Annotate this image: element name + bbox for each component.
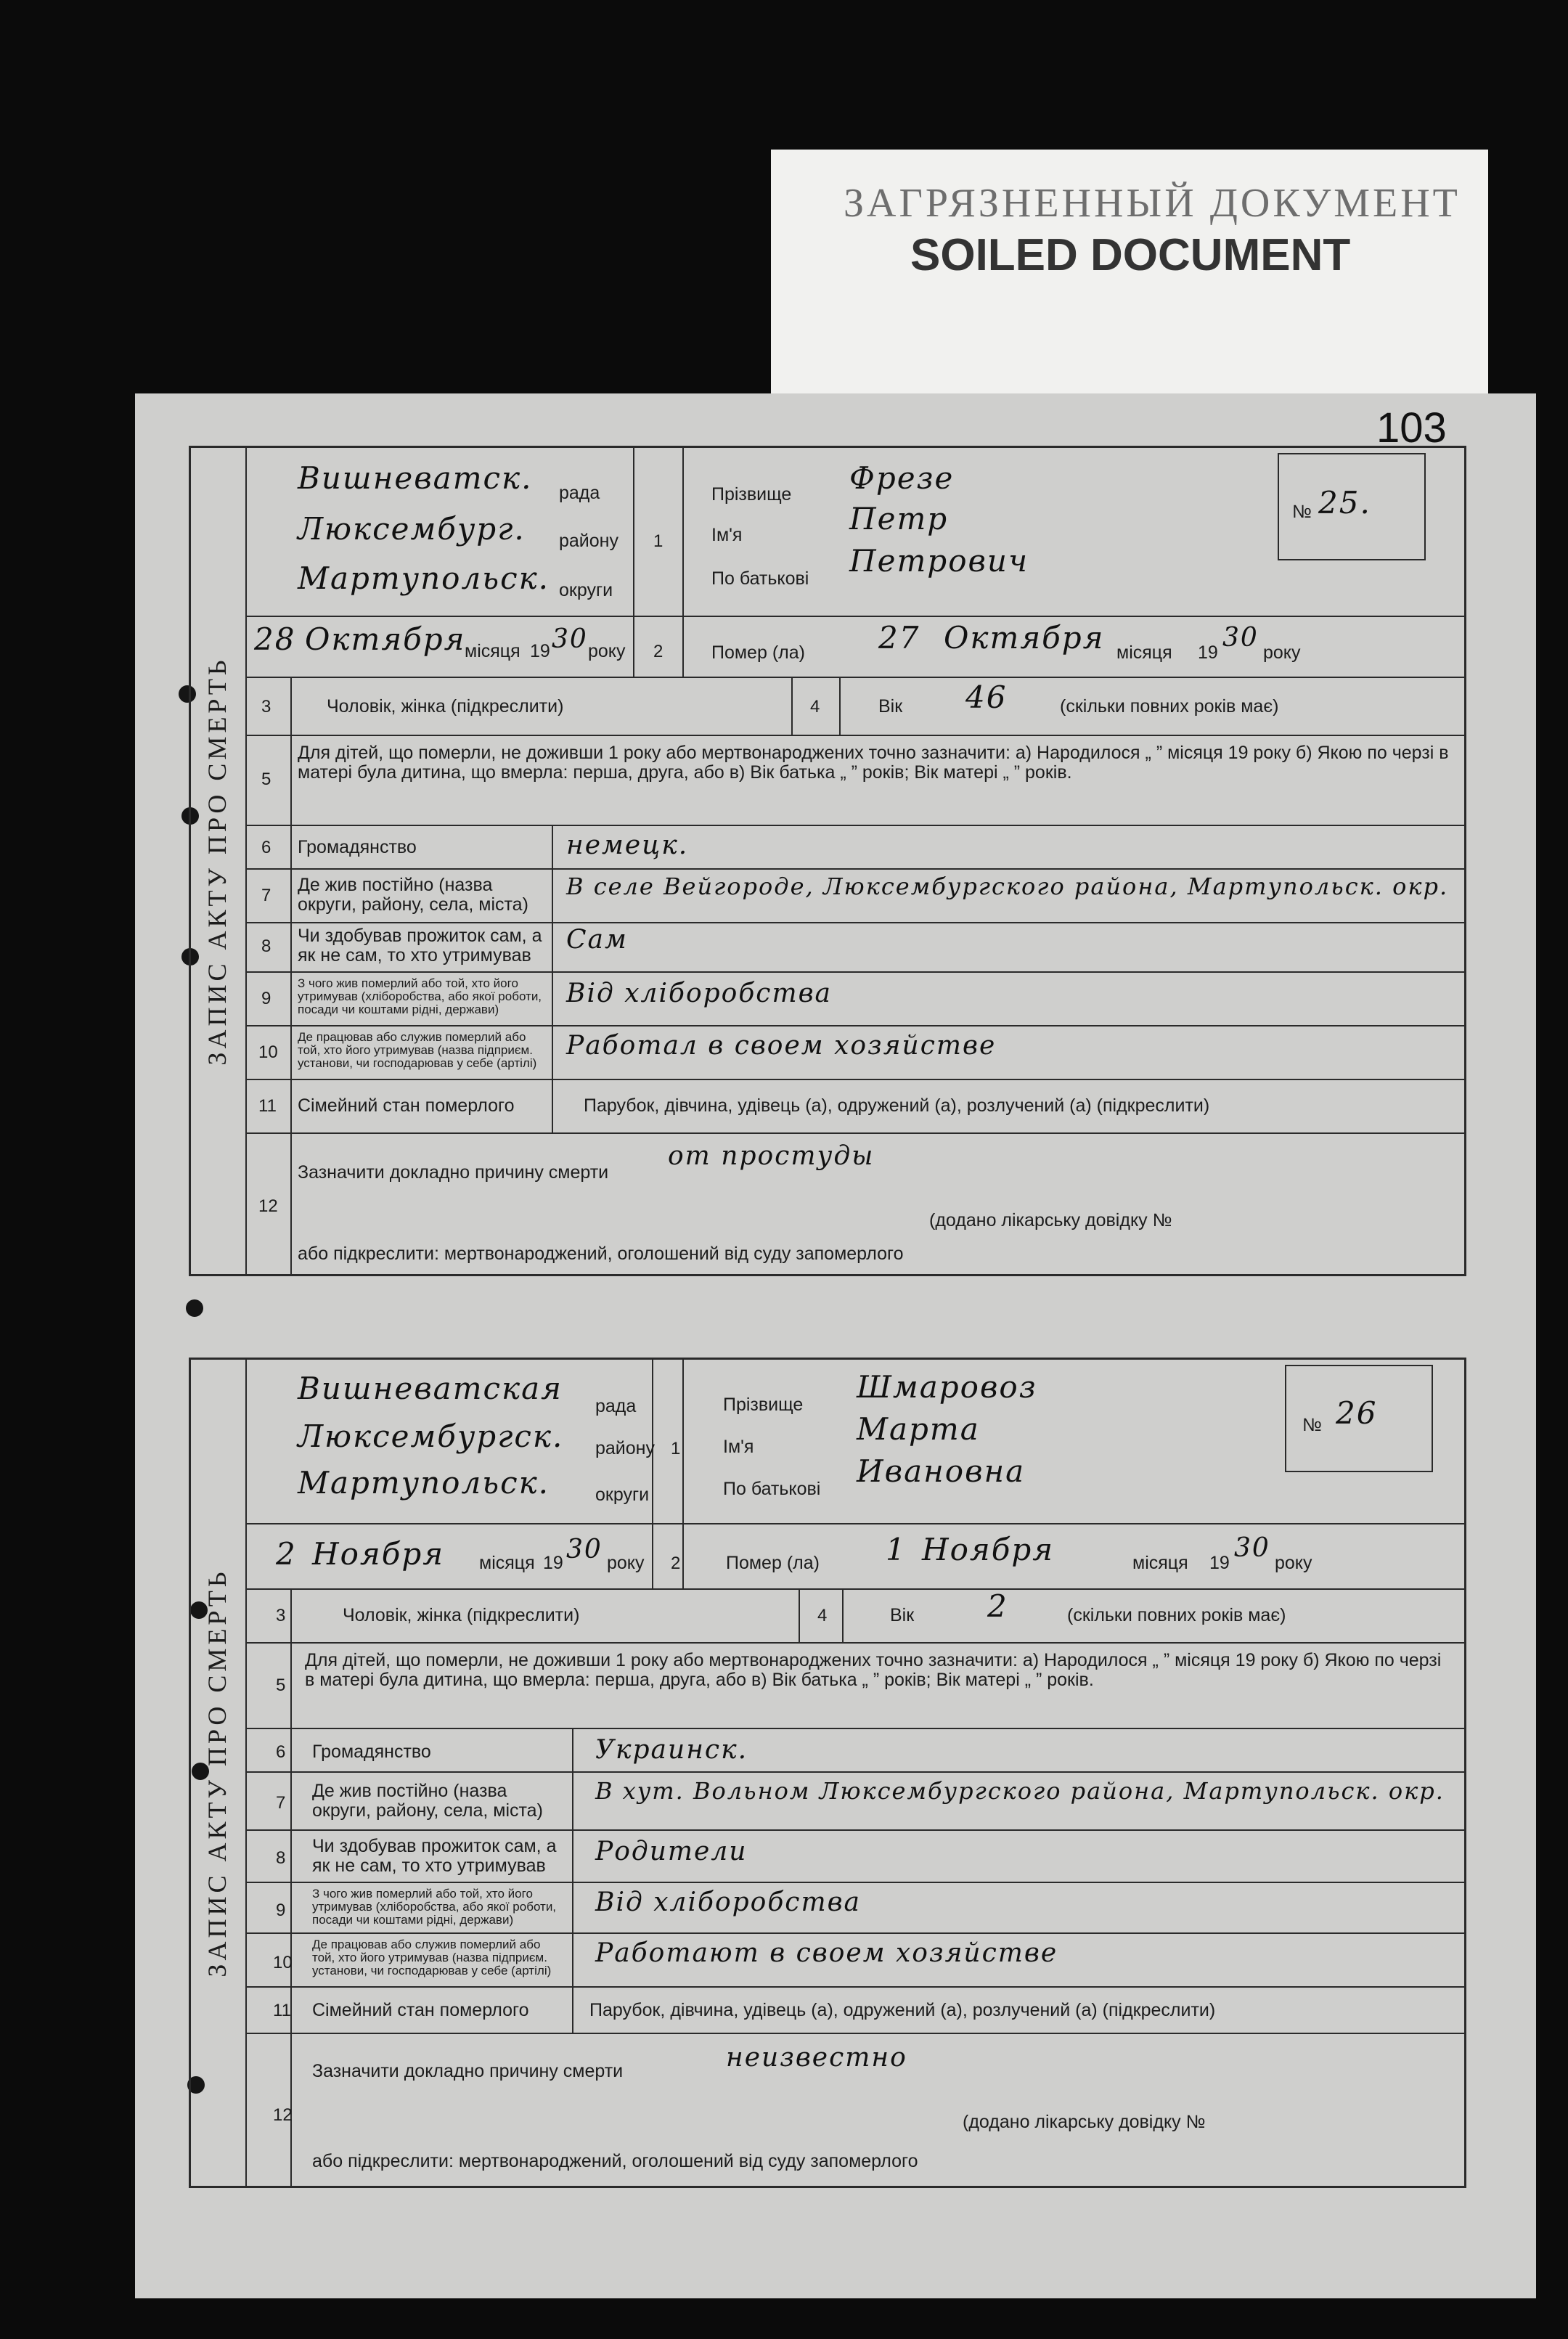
reg-day: 2 <box>276 1536 297 1572</box>
death-day: 1 <box>886 1532 907 1567</box>
family-status-options: Парубок, дівчина, удівець (а), одружений (а), розлучений (а) (підкреслити) <box>589 2000 1216 2020</box>
patronymic-label: По батькові <box>711 568 809 589</box>
rada-label: рада <box>559 483 600 503</box>
name-value: Марта <box>857 1411 980 1447</box>
age-label: Вік <box>878 696 903 717</box>
rada-value: Вишневатская <box>298 1371 563 1406</box>
rada-value: Вишневатск. <box>298 460 533 496</box>
soiled-document-stamp <box>771 150 1488 398</box>
name-label: Ім'я <box>723 1437 754 1457</box>
surname-value: Фрезе <box>849 460 955 496</box>
death-month: Ноября <box>922 1532 1055 1567</box>
employment-value: Работают в своем хозяйстве <box>595 1938 1058 1968</box>
residence-label: Де жив постійно (назва округи, району, села, міста) <box>312 1781 543 1821</box>
folio-number: 103 <box>1376 404 1447 452</box>
citizenship-label: Громадянство <box>298 837 417 857</box>
name-value: Петр <box>849 501 949 536</box>
family-status-options: Парубок, дівчина, удівець (а), одружений (а), розлучений (а) (підкреслити) <box>584 1095 1210 1116</box>
rayon-value: Люксембург. <box>298 511 526 547</box>
rada-label: рада <box>595 1396 637 1416</box>
residence-value: В хут. Вольном Люксембургского района, Мартупольск. окр. <box>595 1777 1445 1805</box>
sex-label: Чоловік, жінка (підкреслити) <box>343 1605 580 1625</box>
month-label: місяця <box>465 641 520 661</box>
employment-label: Де працював або служив померлий або той, хто його утримував (назва підприєм. установи, чи господарював у себе (артілі) <box>312 1938 552 1977</box>
children-note: Для дітей, що померли, не доживши 1 року або мертвонароджених точно зазначити: а) Народилося „ ” місяця 19 року б) Якою по черзі в матері була дитина, що вмерла: перша, друга, або в) Вік батька „ ” років; Вік матері „ ” років. <box>298 743 1449 783</box>
okruha-value: Мартупольск. <box>298 560 550 596</box>
reg-month: Ноября <box>312 1536 445 1572</box>
residence-label: Де жив постійно (назва округи, району, села, міста) <box>298 875 528 915</box>
residence-value: В селе Вейгороде, Люксембургского района, Мартупольск. окр. <box>566 873 1449 900</box>
okruha-label: округи <box>595 1485 650 1505</box>
livelihood-value: Сам <box>566 925 628 955</box>
rayon-label: району <box>595 1438 655 1458</box>
record-number-value: 26 <box>1336 1395 1378 1431</box>
death-record-1: ЗАПИС АКТУ ПРО СМЕРТЬ Вишневатск. рада Люксембург. району Мартупольск. округи 1 Прізвище Фрезе Ім'я Петр По батькові Петрович № 25. 28 Октября місяця 19 30 року 2 Помер (ла) 27 Октября місяця 19 30 року 3 Чоловік, жінка (підкреслити) 4 Вік 46 (скільки повних років має) 5 Для дітей, що померли, не доживши 1 року або мертвонароджених точно зазначити: а) Народилося „ ” місяця 19 року б) Якою по черзі в матері була дитина, що вмерла: перша, друга, або в) Вік батька „ ” років; Вік матері „ ” років. 6 Громадянство немецк. 7 Де жив постійно (назва округи, району, села, міста) В селе Вейгороде, Люксембургского района, Мартупольск. окр. 8 Чи здобував прожиток сам, а як не сам, то хто утримував Сам 9 З чого жив померлий або той, хто його утримував (хліборобства, або якої роботи, посади чи коштами рідні, держави) Від хліборобства 10 Де працював або служив померлий або той, хто його утримував (назва підприєм. установи, чи господарював у себе (артілі) Работал в своем хозяйстве 11 Сімейний стан померлого Парубок, дівчина, удівець (а), одружений (а), розлучений (а) (підкреслити) 12 Зазначити докладно причину смерти от простуды (додано лікарську довідку № або підкреслити: мертвонароджений, оголошений від суду запомерлого <box>189 446 1466 1276</box>
cause-label: Зазначити докладно причину смерти <box>298 1162 609 1183</box>
family-status-label: Сімейний стан померлого <box>298 1095 515 1116</box>
employment-label: Де працював або служив померлий або той, хто його утримував (назва підприєм. установи, чи господарював у себе (артілі) <box>298 1030 537 1070</box>
okruha-label: округи <box>559 580 613 600</box>
reg-year: 30 <box>566 1535 603 1564</box>
patronymic-value: Петрович <box>849 543 1029 579</box>
age-value: 2 <box>987 1588 1008 1624</box>
death-year: 30 <box>1222 623 1259 653</box>
patronymic-value: Ивановна <box>857 1453 1026 1489</box>
reg-day: 28 <box>254 621 296 657</box>
record-number-value: 25. <box>1318 485 1371 521</box>
cert-label: (додано лікарську довідку № <box>929 1210 1172 1230</box>
stamp-english-text: SOILED DOCUMENT <box>910 230 1351 280</box>
citizenship-value: немецк. <box>566 830 689 860</box>
patronymic-label: По батькові <box>723 1479 821 1499</box>
death-month: Октября <box>944 620 1105 656</box>
surname-label: Прізвище <box>723 1395 804 1415</box>
livelihood-label: Чи здобував прожиток сам, а як не сам, то хто утримував <box>312 1836 557 1876</box>
livelihood-value: Родители <box>595 1837 748 1866</box>
citizenship-label: Громадянство <box>312 1742 431 1762</box>
family-status-label: Сімейний стан померлого <box>312 2000 529 2020</box>
record-side-title: ЗАПИС АКТУ ПРО СМЕРТЬ <box>203 656 232 1066</box>
death-date-label: Помер (ла) <box>726 1553 820 1573</box>
age-value: 46 <box>965 679 1008 715</box>
binding-hole <box>186 1299 203 1317</box>
children-note: Для дітей, що померли, не доживши 1 року або мертвонароджених точно зазначити: а) Народилося „ ” місяця 19 року б) Якою по черзі в матері була дитина, що вмерла: перша, друга, або в) Вік батька „ ” років; Вік матері „ ” років. <box>305 1650 1442 1690</box>
stillborn-label: або підкреслити: мертвонароджений, оголошений від суду запомерлого <box>312 2151 918 2171</box>
livelihood-label: Чи здобував прожиток сам, а як не сам, то хто утримував <box>298 926 542 966</box>
number-label: № <box>1292 502 1312 522</box>
income-source-label: З чого жив померлий або той, хто його утримував (хліборобства, або якої роботи, посади чи коштами рідні, держави) <box>312 1887 557 1927</box>
income-source-value: Від хліборобства <box>595 1887 862 1917</box>
rayon-value: Люксембургск. <box>298 1418 564 1454</box>
death-date-label: Помер (ла) <box>711 642 805 663</box>
surname-value: Шмаровоз <box>857 1369 1037 1405</box>
rayon-label: району <box>559 531 618 551</box>
sex-label: Чоловік, жінка (підкреслити) <box>327 696 564 717</box>
income-source-label: З чого жив померлий або той, хто його утримував (хліборобства, або якої роботи, посади чи коштами рідні, держави) <box>298 976 542 1016</box>
reg-year: 30 <box>552 624 588 654</box>
surname-label: Прізвище <box>711 484 792 505</box>
month-label: місяця <box>479 1553 535 1573</box>
death-year: 30 <box>1234 1533 1270 1563</box>
income-source-value: Від хліборобства <box>566 979 833 1008</box>
cause-label: Зазначити докладно причину смерти <box>312 2061 624 2081</box>
number-label: № <box>1302 1415 1322 1435</box>
stamp-russian-text: ЗАГРЯЗНЕННЫЙ ДОКУМЕНТ <box>844 181 1461 226</box>
citizenship-value: Украинск. <box>595 1735 748 1765</box>
death-record-2: ЗАПИС АКТУ ПРО СМЕРТЬ Вишневатская рада Люксембургск. району Мартупольск. округи 1 Прізвище Шмаровоз Ім'я Марта По батькові Ивановна № 26 2 Ноября місяця 19 30 року 2 Помер (ла) 1 Ноября місяця 19 30 року 3 Чоловік, жінка (підкреслити) 4 Вік 2 (скільки повних років має) 5 Для дітей, що померли, не доживши 1 року або мертвонароджених точно зазначити: а) Народилося „ ” місяця 19 року б) Якою по черзі в матері була дитина, що вмерла: перша, друга, або в) Вік батька „ ” років; Вік матері „ ” років. 6 Громадянство Украинск. 7 Де жив постійно (назва округи, району, села, міста) В хут. Вольном Люксембургского района, Мартупольск. окр. 8 Чи здобував прожиток сам, а як не сам, то хто утримував Родители 9 З чого жив померлий або той, хто його утримував (хліборобства, або якої роботи, посади чи коштами рідні, держави) Від хліборобства 10 Де працював або служив померлий або той, хто його утримував (назва підприєм. установи, чи господарював у себе (артілі) Работают в своем хозяйстве 11 Сімейний стан померлого Парубок, дівчина, удівець (а), одружений (а), розлучений (а) (підкреслити) 12 Зазначити докладно причину смерти неизвестно (додано лікарську довідку № або підкреслити: мертвонароджений, оголошений від суду запомерлого <box>189 1358 1466 2188</box>
cause-value: неизвестно <box>726 2043 907 2073</box>
age-label: Вік <box>890 1605 915 1625</box>
death-day: 27 <box>878 620 920 656</box>
name-label: Ім'я <box>711 525 743 545</box>
cert-label: (додано лікарську довідку № <box>963 2112 1206 2132</box>
reg-month: Октября <box>305 621 466 657</box>
record-side-title: ЗАПИС АКТУ ПРО СМЕРТЬ <box>203 1568 232 1977</box>
employment-value: Работал в своем хозяйстве <box>566 1031 997 1061</box>
cause-value: от простуды <box>668 1141 875 1171</box>
stillborn-label: або підкреслити: мертвонароджений, оголошений від суду запомерлого <box>298 1244 904 1264</box>
okruha-value: Мартупольск. <box>298 1465 550 1501</box>
